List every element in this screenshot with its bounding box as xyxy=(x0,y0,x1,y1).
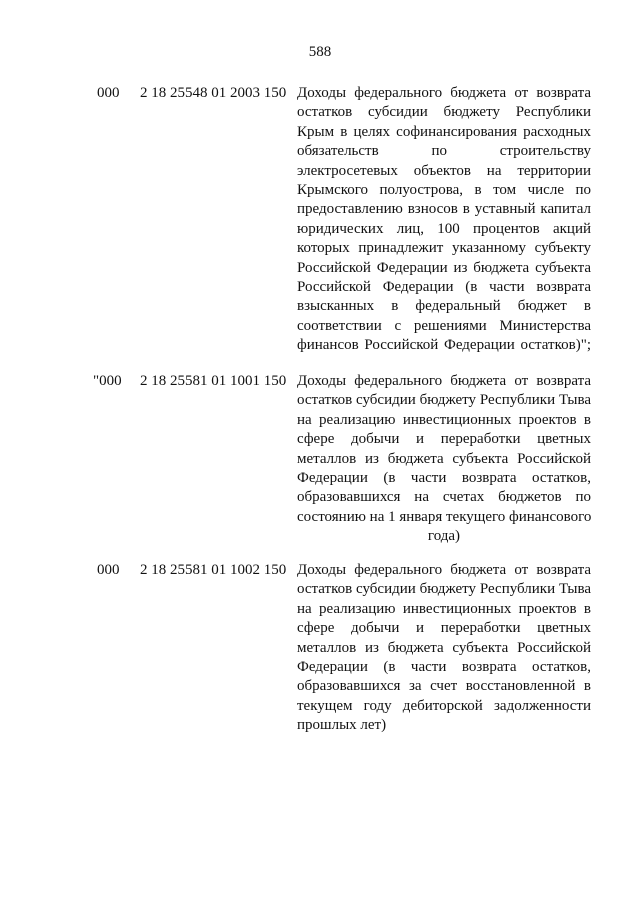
description-line: сфере добычи и переработки цветных xyxy=(297,620,591,637)
description-line: финансов Российской Федерации остатков)"; xyxy=(297,337,591,354)
description-line: года) xyxy=(427,528,461,545)
income-code: 2 18 25581 01 1001 150 xyxy=(140,373,287,389)
income-description xyxy=(297,561,591,736)
income-code: 2 18 25548 01 2003 150 xyxy=(140,85,287,101)
description-line: остатков субсидии бюджету Республики Тыва xyxy=(297,581,591,598)
description-line: металлов из бюджета субъекта Российской xyxy=(297,450,591,467)
description-line: юридических лиц, 100 процентов акций xyxy=(297,220,591,237)
description-line: сфере добычи и переработки цветных xyxy=(297,431,591,448)
description-line: Федерации (в части возврата остатков, xyxy=(297,469,591,486)
description-line: электросетевых объектов на территории xyxy=(297,162,591,179)
description-line: Доходы федерального бюджета от возврата xyxy=(297,373,591,389)
description-line: образовавшихся на счетах бюджетов по xyxy=(297,489,591,506)
description-line: на реализацию инвестиционных проектов в xyxy=(297,411,591,428)
description-line: на реализацию инвестиционных проектов в xyxy=(297,600,591,617)
description-line: взысканных в федеральный бюджет в xyxy=(297,298,591,315)
description-line: соответствии с решениями Министерства xyxy=(297,317,591,334)
income-code: 2 18 25581 01 1002 150 xyxy=(140,562,287,578)
admin-code: 000 xyxy=(97,85,120,101)
description-line: Крымского полуострова, в том числе по xyxy=(297,181,591,198)
description-line: Российской Федерации (в части возврата xyxy=(297,278,591,295)
description-line: остатков субсидии бюджету Республики xyxy=(297,104,591,121)
description-line: предоставлению взносов в уставный капитал xyxy=(297,201,591,218)
income-description xyxy=(297,372,591,547)
description-line: обязательств по строительству xyxy=(297,143,591,160)
admin-code: 000 xyxy=(97,562,120,578)
admin-code: "000 xyxy=(93,373,122,389)
description-line: остатков субсидии бюджету Республики Тыва xyxy=(297,392,591,409)
description-line: Крым в целях софинансирования расходных xyxy=(297,123,591,140)
description-line: Федерации (в части возврата остатков, xyxy=(297,658,591,675)
description-line: которых принадлежит указанному субъекту xyxy=(297,240,591,257)
description-line: прошлых лет) xyxy=(297,717,387,734)
description-line: металлов из бюджета субъекта Российской xyxy=(297,639,591,656)
description-line: Доходы федерального бюджета от возврата xyxy=(297,562,591,578)
description-line: текущем году дебиторской задолженности xyxy=(297,697,591,714)
description-line: состоянию на 1 января текущего финансового xyxy=(297,508,592,525)
income-description xyxy=(297,84,591,355)
description-line: Доходы федерального бюджета от возврата xyxy=(297,85,591,101)
description-line: Российской Федерации из бюджета субъекта xyxy=(297,259,591,276)
description-line: образовавшихся за счет восстановленной в xyxy=(297,678,591,695)
page-number: 588 xyxy=(308,44,332,60)
